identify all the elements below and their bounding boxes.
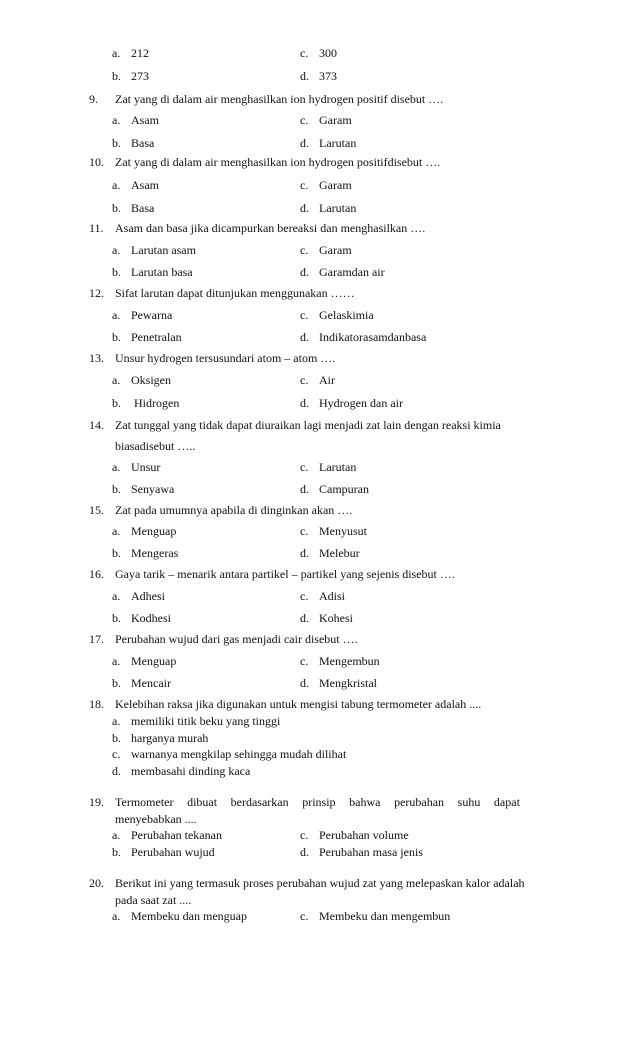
q12-option-d: d. Indikatorasamdanbasa (300, 330, 427, 344)
q14-text-continued: biasadisebut ….. (115, 439, 196, 453)
q12-option-b: b. Penetralan (112, 330, 182, 344)
q8-option-b: b. 273 (112, 69, 149, 83)
q17-number: 17. (89, 632, 104, 646)
q11-option-b: b. Larutan basa (112, 265, 193, 279)
q19-number: 19. (89, 795, 104, 809)
q11-option-d: d. Garamdan air (300, 265, 385, 279)
q18-option-b: b. harganya murah (112, 731, 209, 745)
q8-option-a: a. 212 (112, 46, 149, 60)
q20-number: 20. (89, 876, 104, 890)
q20-option-c: c. Membeku dan mengembun (300, 909, 451, 923)
q19-word: perubahan (394, 795, 445, 809)
q11-option-a: a. Larutan asam (112, 243, 196, 257)
q17-option-a: a. Menguap (112, 654, 177, 668)
q19-word: prinsip (302, 795, 336, 809)
q13-text: Unsur hydrogen tersusundari atom – atom …. (115, 351, 336, 365)
q19-word: dibuat (187, 795, 218, 809)
q16-option-b: b. Kodhesi (112, 611, 171, 625)
q13-option-b: b. Hidrogen (112, 396, 180, 410)
q16-option-a: a. Adhesi (112, 589, 165, 603)
q13-option-a: a. Oksigen (112, 373, 171, 387)
q13-option-d: d. Hydrogen dan air (300, 396, 403, 410)
q18-option-a: a. memiliki titik beku yang tinggi (112, 714, 281, 728)
q17-text: Perubahan wujud dari gas menjadi cair disebut …. (115, 632, 358, 646)
q18-text: Kelebihan raksa jika digunakan untuk mengisi tabung termometer adalah .... (115, 697, 482, 711)
q19-option-c: c. Perubahan volume (300, 828, 409, 842)
q9-option-b: b. Basa (112, 136, 155, 150)
q12-number: 12. (89, 286, 104, 300)
q13-option-c: c. Air (300, 373, 335, 387)
q10-option-b: b. Basa (112, 201, 155, 215)
q9-text: Zat yang di dalam air menghasilkan ion hydrogen positif disebut …. (115, 92, 444, 106)
q8-option-d: d. 373 (300, 69, 337, 83)
q19-word: dapat (493, 795, 520, 809)
q20-text-continued: pada saat zat .... (115, 893, 192, 907)
q18-option-c: c. warnanya mengkilap sehingga mudah dilihat (112, 747, 347, 761)
q19-word: bahwa (349, 795, 381, 809)
q14-option-a: a. Unsur (112, 460, 161, 474)
q17-option-c: c. Mengembun (300, 654, 380, 668)
q20-text: Berikut ini yang termasuk proses perubahan wujud zat yang melepaskan kalor adalah (115, 876, 525, 890)
q15-option-c: c. Menyusut (300, 524, 367, 538)
q17-option-b: b. Mencair (112, 676, 171, 690)
q9-option-a: a. Asam (112, 113, 159, 127)
q15-text: Zat pada umumnya apabila di dinginkan akan …. (115, 503, 353, 517)
q9-option-c: c. Garam (300, 113, 352, 127)
q19-text (115, 795, 520, 809)
q19-word: suhu (457, 795, 481, 809)
q19-option-a: a. Perubahan tekanan (112, 828, 222, 842)
q16-option-d: d. Kohesi (300, 611, 353, 625)
q20-option-a: a. Membeku dan menguap (112, 909, 247, 923)
q17-option-d: d. Mengkristal (300, 676, 377, 690)
q16-text: Gaya tarik – menarik antara partikel – partikel yang sejenis disebut …. (115, 567, 455, 581)
q10-option-d: d. Larutan (300, 201, 357, 215)
q12-option-c: c. Gelaskimia (300, 308, 374, 322)
q19-option-b: b. Perubahan wujud (112, 845, 215, 859)
q10-text: Zat yang di dalam air menghasilkan ion hydrogen positifdisebut …. (115, 155, 441, 169)
q14-option-c: c. Larutan (300, 460, 357, 474)
q14-text: Zat tunggal yang tidak dapat diuraikan lagi menjadi zat lain dengan reaksi kimia (115, 418, 501, 432)
q14-option-b: b. Senyawa (112, 482, 175, 496)
q15-option-d: d. Melebur (300, 546, 360, 560)
q14-option-d: d. Campuran (300, 482, 369, 496)
q19-text-continued: menyebabkan .... (115, 812, 197, 826)
q13-number: 13. (89, 351, 104, 365)
q18-option-d: d. membasahi dinding kaca (112, 764, 251, 778)
q11-option-c: c. Garam (300, 243, 352, 257)
q15-number: 15. (89, 503, 104, 517)
q9-number: 9. (89, 92, 98, 106)
q12-option-a: a. Pewarna (112, 308, 173, 322)
q15-option-b: b. Mengeras (112, 546, 179, 560)
q16-option-c: c. Adisi (300, 589, 346, 603)
q10-option-a: a. Asam (112, 178, 159, 192)
q9-option-d: d. Larutan (300, 136, 357, 150)
q8-option-c: c. 300 (300, 46, 337, 60)
q10-number: 10. (89, 155, 104, 169)
q10-option-c: c. Garam (300, 178, 352, 192)
q14-number: 14. (89, 418, 104, 432)
q19-word: Termometer (115, 795, 174, 809)
q15-option-a: a. Menguap (112, 524, 177, 538)
q16-number: 16. (89, 567, 104, 581)
q11-number: 11. (89, 221, 104, 235)
q11-text: Asam dan basa jika dicampurkan bereaksi dan menghasilkan …. (115, 221, 426, 235)
q19-word: berdasarkan (230, 795, 289, 809)
q18-number: 18. (89, 697, 104, 711)
q12-text: Sifat larutan dapat ditunjukan menggunakan …… (115, 286, 355, 300)
q19-option-d: d. Perubahan masa jenis (300, 845, 423, 859)
